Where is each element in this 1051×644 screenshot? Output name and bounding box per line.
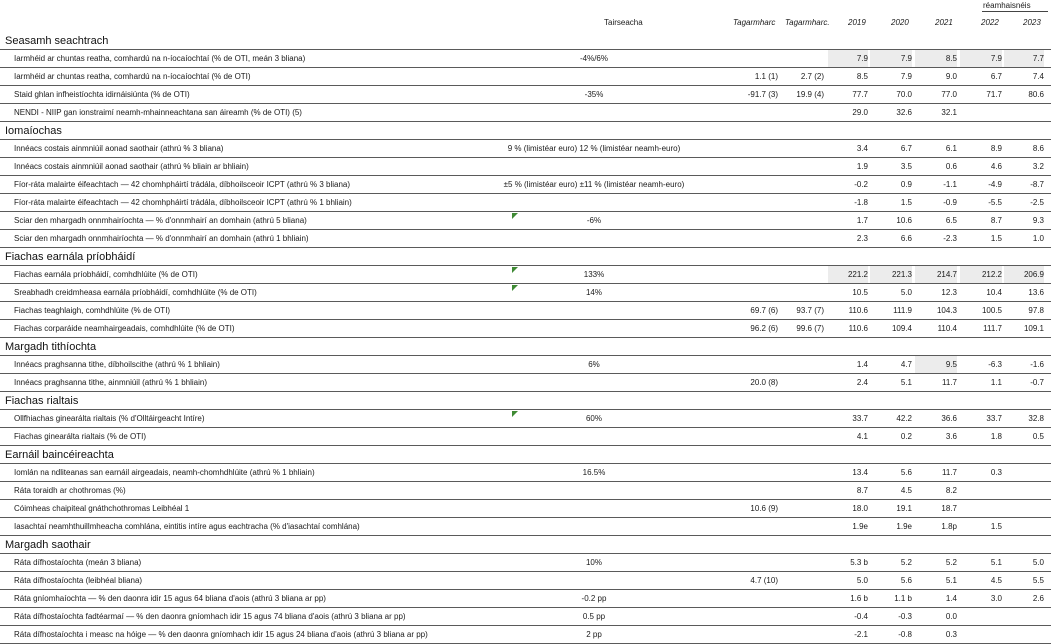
- year-value: 109.1: [1023, 324, 1044, 333]
- year-value: -2.3: [943, 234, 957, 243]
- year-value: 110.4: [937, 324, 957, 333]
- benchmark-value-2: [784, 572, 824, 589]
- table-row: [0, 320, 1051, 338]
- benchmark-value-1: [730, 176, 778, 193]
- year-value: 4.7: [900, 360, 912, 369]
- year-value: 6.7: [900, 144, 912, 153]
- forecast-label: réamhaisnéis: [983, 1, 1031, 10]
- benchmark-value-2: [784, 554, 824, 571]
- threshold-value: [494, 68, 694, 85]
- year-value: [1004, 608, 1044, 625]
- benchmark-value-1: [730, 356, 778, 373]
- benchmark-value-2: [784, 500, 824, 517]
- section-header: [0, 446, 1051, 464]
- benchmark-value-1: 96.2 (6): [750, 324, 778, 333]
- section-title: Margadh saothair: [5, 539, 91, 551]
- indicator-label: Iasachtaí neamhthuillmheacha comhlána, eintitis intíre agus eachtracha (% d'iasachtaí comhlána): [14, 522, 360, 531]
- year-value: 221.3: [870, 266, 912, 283]
- year-value: 5.6: [900, 468, 912, 477]
- year-value: 29.0: [852, 108, 868, 117]
- threshold-value: -35%: [584, 90, 604, 99]
- threshold-value: 6%: [588, 360, 600, 369]
- benchmark-value-1: [730, 608, 778, 625]
- year-value: 0.3: [945, 630, 957, 639]
- year-value: -6.3: [988, 360, 1002, 369]
- year-value: 7.7: [1004, 50, 1044, 67]
- year-value: 100.5: [981, 306, 1002, 315]
- year-value: -0.2: [854, 180, 868, 189]
- year-value: 6.5: [945, 216, 957, 225]
- threshold-value: [494, 482, 694, 499]
- threshold-value: [494, 158, 694, 175]
- year-value: [1004, 104, 1044, 121]
- indicator-label: Cóimheas chaipiteal gnáthchothromas Leibhéal 1: [14, 504, 190, 513]
- year-value: 0.5: [1032, 432, 1044, 441]
- year-value: -0.3: [898, 612, 912, 621]
- year-value: 1.5: [990, 522, 1002, 531]
- benchmark-header-1: Tagarmharc: [733, 18, 776, 27]
- indicator-label: Ráta dífhostaíochta i measc na hóige — % den daonra gníomhach idir 15 agus 24 bliana d'aois (athrú 3 bliana ar pp): [14, 630, 428, 639]
- year-value: 10.4: [986, 288, 1002, 297]
- table-row: [0, 482, 1051, 500]
- indicator-label: Ráta toraidh ar chothromas (%): [14, 486, 126, 495]
- year-value: 5.2: [945, 558, 957, 567]
- year-value: 1.5: [900, 198, 912, 207]
- year-value: 6.7: [990, 72, 1002, 81]
- year-value: 1.6 b: [850, 594, 868, 603]
- benchmark-value-2: [784, 158, 824, 175]
- section-header: [0, 122, 1051, 140]
- year-value: 12.3: [941, 288, 957, 297]
- year-value: 1.4: [945, 594, 957, 603]
- table-header: [0, 0, 1051, 32]
- benchmark-value-1: [730, 194, 778, 211]
- year-value: 36.6: [941, 414, 957, 423]
- threshold-value: [494, 428, 694, 445]
- table-row: [0, 356, 1051, 374]
- year-value: 6.6: [900, 234, 912, 243]
- year-value: 8.2: [945, 486, 957, 495]
- benchmark-value-1: [730, 518, 778, 535]
- section-title: Margadh tithíochta: [5, 341, 97, 353]
- year-value: 7.4: [1032, 72, 1044, 81]
- year-value: 97.8: [1028, 306, 1044, 315]
- year-value: 3.5: [900, 162, 912, 171]
- year-value: 8.9: [990, 144, 1002, 153]
- benchmark-value-1: [730, 266, 778, 283]
- threshold-value: 60%: [585, 414, 602, 423]
- indicator-label: Ráta dífhostaíochta (meán 3 bliana): [14, 558, 142, 567]
- indicator-label: Innéacs costais ainmniúil aonad saothair (athrú % bliain ar bhliain): [14, 162, 249, 171]
- table-row: [0, 284, 1051, 302]
- table-row: [0, 554, 1051, 572]
- year-value: -0.4: [854, 612, 868, 621]
- benchmark-header-2: Tagarmharc.: [785, 18, 830, 27]
- threshold-value: 2 pp: [586, 630, 602, 639]
- benchmark-value-1: [730, 50, 778, 67]
- year-value: 5.0: [856, 576, 868, 585]
- benchmark-value-2: [784, 428, 824, 445]
- table-row: [0, 518, 1051, 536]
- benchmark-value-2: 2.7 (2): [800, 72, 824, 81]
- indicator-label: NENDI - NIIP gan ionstraimí neamh-mhainneachtana san áireamh (% de OTI) (5): [14, 108, 302, 117]
- year-value: 1.9e: [896, 522, 912, 531]
- year-header: 2019: [848, 18, 866, 27]
- year-value: [1004, 626, 1044, 643]
- benchmark-value-2: [784, 590, 824, 607]
- year-value: 5.3 b: [850, 558, 868, 567]
- year-value: 32.8: [1028, 414, 1044, 423]
- year-value: 2.3: [856, 234, 868, 243]
- year-value: 3.0: [990, 594, 1002, 603]
- threshold-value: [494, 374, 694, 391]
- year-value: 7.9: [960, 50, 1002, 67]
- table-row: [0, 572, 1051, 590]
- year-header: 2020: [891, 18, 909, 27]
- year-value: -0.9: [943, 198, 957, 207]
- benchmark-value-2: [784, 176, 824, 193]
- benchmark-value-1: 10.6 (9): [750, 504, 778, 513]
- threshold-value: 14%: [585, 288, 602, 297]
- benchmark-value-1: [730, 158, 778, 175]
- section-title: Fiachas rialtais: [5, 395, 79, 407]
- year-value: 5.1: [900, 378, 912, 387]
- year-value: 1.9e: [852, 522, 868, 531]
- year-value: 71.7: [986, 90, 1002, 99]
- year-value: [960, 482, 1002, 499]
- benchmark-value-1: [730, 464, 778, 481]
- table-row: [0, 626, 1051, 644]
- section-header: [0, 338, 1051, 356]
- year-value: -0.8: [898, 630, 912, 639]
- year-value: 9.3: [1032, 216, 1044, 225]
- year-value: 110.6: [848, 324, 868, 333]
- year-value: 5.5: [1032, 576, 1044, 585]
- threshold-value: [494, 572, 694, 589]
- section-title: Iomaíochas: [5, 125, 62, 137]
- indicator-label: Staid ghlan infheistíochta idirnáisiúnta (% de OTI): [14, 90, 190, 99]
- year-value: [960, 500, 1002, 517]
- threshold-value: 133%: [583, 270, 605, 279]
- year-value: -1.6: [1030, 360, 1044, 369]
- threshold-value: -4%/6%: [579, 54, 608, 63]
- year-value: 4.6: [990, 162, 1002, 171]
- threshold-value: 10%: [585, 558, 602, 567]
- indicator-label: Innéacs praghsanna tithe, díbhoilscithe (athrú % 1 bhliain): [14, 360, 220, 369]
- year-value: 8.5: [915, 50, 957, 67]
- section-header: [0, 32, 1051, 50]
- benchmark-value-1: [730, 140, 778, 157]
- benchmark-value-2: [784, 374, 824, 391]
- table-row: [0, 194, 1051, 212]
- indicator-label: Sreabhadh creidmheasa earnála príobháidí, comhdhlúite (% de OTI): [14, 288, 257, 297]
- indicator-label: Iarmhéid ar chuntas reatha, comhardú na n-íocaíochtaí (% de OTI): [14, 72, 251, 81]
- year-value: 4.5: [990, 576, 1002, 585]
- table-row: [0, 428, 1051, 446]
- indicator-label: Fíor-ráta malairte éifeachtach — 42 chomhpháirtí trádála, díbhoilsceoir ICPT (athrú % 1 bhliain): [14, 198, 352, 207]
- indicator-label: Ráta gníomhaíochta — % den daonra idir 15 agus 64 bliana d'aois (athrú 3 bliana ar pp): [14, 594, 326, 603]
- benchmark-value-1: [730, 212, 778, 229]
- indicator-label: Sciar den mhargadh onnmhairíochta — % d'onnmhairí an domhain (athrú 5 bliana): [14, 216, 307, 225]
- benchmark-value-1: -91.7 (3): [747, 90, 778, 99]
- benchmark-value-2: [784, 140, 824, 157]
- table-row: [0, 140, 1051, 158]
- indicator-label: Fiachas earnála príobháidí, comhdhlúite (% de OTI): [14, 270, 198, 279]
- year-value: -2.1: [854, 630, 868, 639]
- year-value: 11.7: [942, 468, 957, 477]
- indicator-label: Innéacs costais ainmniúil aonad saothair (athrú % 3 bliana): [14, 144, 224, 153]
- year-value: 6.1: [945, 144, 957, 153]
- benchmark-value-2: [784, 104, 824, 121]
- year-value: 10.5: [852, 288, 868, 297]
- year-value: 1.1 b: [894, 594, 912, 603]
- benchmark-value-2: [784, 230, 824, 247]
- year-value: 206.9: [1004, 266, 1044, 283]
- benchmark-value-1: [730, 554, 778, 571]
- year-value: [1004, 464, 1044, 481]
- benchmark-value-2: 19.9 (4): [796, 90, 824, 99]
- year-value: 10.6: [896, 216, 912, 225]
- benchmark-value-2: [784, 410, 824, 427]
- benchmark-value-1: [730, 428, 778, 445]
- indicator-label: Fiachas ginearálta rialtais (% de OTI): [14, 432, 147, 441]
- threshold-header: Tairseacha: [604, 18, 643, 27]
- benchmark-value-1: [730, 284, 778, 301]
- year-value: 0.3: [990, 468, 1002, 477]
- year-header: 2023: [1023, 18, 1041, 27]
- benchmark-value-2: [784, 266, 824, 283]
- year-value: 4.5: [900, 486, 912, 495]
- table-row: [0, 266, 1051, 284]
- year-value: 33.7: [986, 414, 1002, 423]
- year-value: 77.7: [852, 90, 868, 99]
- year-value: 4.1: [856, 432, 868, 441]
- benchmark-value-2: [784, 482, 824, 499]
- indicator-label: Ráta dífhostaíochta fadtéarmaí — % den daonra gníomhach idir 15 agus 74 bliana d'aois (athrú 3 bliana ar pp): [14, 612, 406, 621]
- year-value: [960, 626, 1002, 643]
- year-value: -8.7: [1030, 180, 1044, 189]
- year-value: 32.6: [896, 108, 912, 117]
- table-row: [0, 302, 1051, 320]
- threshold-value: 16.5%: [582, 468, 606, 477]
- indicator-label: Fiachas corparáide neamhairgeadais, comhdhlúite (% de OTI): [14, 324, 235, 333]
- year-value: -2.5: [1030, 198, 1044, 207]
- table-row: [0, 50, 1051, 68]
- forecast-underline: [982, 11, 1048, 12]
- year-value: 5.6: [900, 576, 912, 585]
- year-value: -1.8: [854, 198, 868, 207]
- indicator-label: Sciar den mhargadh onnmhairíochta — % d'onnmhairí an domhain (athrú 1 bhliain): [14, 234, 309, 243]
- table-row: [0, 176, 1051, 194]
- table-row: [0, 68, 1051, 86]
- benchmark-value-2: [784, 464, 824, 481]
- year-value: [960, 608, 1002, 625]
- section-title: Fiachas earnála príobháidí: [5, 251, 136, 263]
- benchmark-value-2: [784, 608, 824, 625]
- table-row: [0, 230, 1051, 248]
- year-value: [1004, 482, 1044, 499]
- year-value: 3.4: [856, 144, 868, 153]
- year-value: 5.1: [945, 576, 957, 585]
- threshold-value: [494, 194, 694, 211]
- benchmark-value-1: [730, 590, 778, 607]
- year-value: 8.7: [856, 486, 868, 495]
- indicator-label: Fíor-ráta malairte éifeachtach — 42 chomhpháirtí trádála, díbhoilsceoir ICPT (athrú % 3 bliana): [14, 180, 351, 189]
- table-row: [0, 212, 1051, 230]
- section-title: Seasamh seachtrach: [5, 35, 109, 47]
- threshold-value: 0.5 pp: [582, 612, 606, 621]
- year-value: 13.6: [1028, 288, 1044, 297]
- benchmark-value-2: [784, 194, 824, 211]
- section-header: [0, 536, 1051, 554]
- year-value: 5.1: [990, 558, 1002, 567]
- section-header: [0, 248, 1051, 266]
- year-value: [1004, 518, 1044, 535]
- year-value: 32.1: [941, 108, 957, 117]
- year-value: 1.7: [856, 216, 868, 225]
- year-value: 3.2: [1032, 162, 1044, 171]
- benchmark-value-2: [784, 356, 824, 373]
- year-value: 214.7: [915, 266, 957, 283]
- year-value: 1.9: [856, 162, 868, 171]
- threshold-value: 9 % (limistéar euro) 12 % (limistéar neamh-euro): [507, 144, 681, 153]
- year-value: [1004, 500, 1044, 517]
- threshold-value: [494, 500, 694, 517]
- year-header: 2022: [981, 18, 999, 27]
- year-value: 212.2: [960, 266, 1002, 283]
- year-value: 7.9: [828, 50, 868, 67]
- year-value: -1.1: [943, 180, 957, 189]
- year-value: 1.8: [990, 432, 1002, 441]
- benchmark-value-2: [784, 50, 824, 67]
- year-value: 77.0: [941, 90, 957, 99]
- indicator-label: Ráta dífhostaíochta (leibhéal bliana): [14, 576, 143, 585]
- year-value: 8.6: [1032, 144, 1044, 153]
- year-value: -5.5: [988, 198, 1002, 207]
- indicator-label: Iarmhéid ar chuntas reatha, comhardú na n-íocaíochtaí (% de OTI, meán 3 bliana): [14, 54, 306, 63]
- threshold-value: -0.2 pp: [581, 594, 607, 603]
- indicator-label: Innéacs praghsanna tithe, ainmniúil (athrú % 1 bhliain): [14, 378, 208, 387]
- year-value: -4.9: [988, 180, 1002, 189]
- year-value: 109.4: [891, 324, 912, 333]
- threshold-value: [494, 230, 694, 247]
- table-row: [0, 500, 1051, 518]
- benchmark-value-2: [784, 212, 824, 229]
- indicator-label: Iomlán na ndliteanas san earnáil airgeadais, neamh-chomhdhlúite (athrú % 1 bhliain): [14, 468, 315, 477]
- benchmark-value-1: 20.0 (8): [750, 378, 778, 387]
- benchmark-value-1: [730, 482, 778, 499]
- year-value: 11.7: [942, 378, 957, 387]
- benchmark-value-2: [784, 518, 824, 535]
- threshold-value: [494, 104, 694, 121]
- table-row: [0, 86, 1051, 104]
- benchmark-value-1: [730, 626, 778, 643]
- year-value: 5.0: [1032, 558, 1044, 567]
- year-value: 111.7: [983, 324, 1002, 333]
- table-row: [0, 464, 1051, 482]
- year-value: 8.7: [990, 216, 1002, 225]
- year-value: 1.8p: [941, 522, 957, 531]
- year-value: 18.7: [941, 504, 957, 513]
- threshold-value: [494, 302, 694, 319]
- year-value: 33.7: [852, 414, 868, 423]
- threshold-value: -6%: [586, 216, 602, 225]
- year-value: 2.4: [856, 378, 868, 387]
- threshold-value: [494, 518, 694, 535]
- year-header: 2021: [935, 18, 953, 27]
- year-value: 80.6: [1028, 90, 1044, 99]
- year-value: 0.6: [945, 162, 957, 171]
- year-value: 7.9: [900, 72, 912, 81]
- year-value: 221.2: [828, 266, 868, 283]
- year-value: 1.0: [1032, 234, 1044, 243]
- year-value: 8.5: [856, 72, 868, 81]
- year-value: 1.5: [990, 234, 1002, 243]
- year-value: [960, 104, 1002, 121]
- year-value: 18.0: [852, 504, 868, 513]
- year-value: 3.6: [945, 432, 957, 441]
- year-value: 2.6: [1032, 594, 1044, 603]
- benchmark-value-1: [730, 410, 778, 427]
- benchmark-value-2: 99.6 (7): [796, 324, 824, 333]
- table-row: [0, 410, 1051, 428]
- section-title: Earnáil baincéireachta: [5, 449, 114, 461]
- table-row: [0, 158, 1051, 176]
- table-row: [0, 590, 1051, 608]
- year-value: 110.6: [848, 306, 868, 315]
- year-value: 0.0: [945, 612, 957, 621]
- indicator-label: Ollfhiachas ginearálta rialtais (% d'Olltáirgeacht Intíre): [14, 414, 205, 423]
- year-value: 1.1: [990, 378, 1002, 387]
- year-value: 0.2: [900, 432, 912, 441]
- table-row: [0, 104, 1051, 122]
- benchmark-value-1: 69.7 (6): [750, 306, 778, 315]
- year-value: 1.4: [856, 360, 868, 369]
- year-value: 70.0: [896, 90, 912, 99]
- year-value: 0.9: [900, 180, 912, 189]
- year-value: 9.5: [915, 356, 957, 373]
- table-row: [0, 374, 1051, 392]
- threshold-value: [494, 320, 694, 337]
- year-value: -0.7: [1030, 378, 1044, 387]
- year-value: 19.1: [896, 504, 912, 513]
- table-row: [0, 608, 1051, 626]
- benchmark-value-2: [784, 284, 824, 301]
- year-value: 13.4: [852, 468, 868, 477]
- threshold-value: ±5 % (limistéar euro) ±11 % (limistéar neamh-euro): [503, 180, 685, 189]
- benchmark-value-1: [730, 230, 778, 247]
- benchmark-value-2: 93.7 (7): [796, 306, 824, 315]
- year-value: 5.2: [900, 558, 912, 567]
- section-header: [0, 392, 1051, 410]
- year-value: 7.9: [870, 50, 912, 67]
- benchmark-value-2: [784, 626, 824, 643]
- benchmark-value-1: 1.1 (1): [754, 72, 778, 81]
- scoreboard-table: [0, 32, 1051, 644]
- year-value: 5.0: [900, 288, 912, 297]
- benchmark-value-1: 4.7 (10): [750, 576, 778, 585]
- year-value: 42.2: [896, 414, 912, 423]
- year-value: 9.0: [945, 72, 957, 81]
- year-value: 111.9: [893, 306, 912, 315]
- indicator-label: Fiachas teaghlaigh, comhdhlúite (% de OTI): [14, 306, 171, 315]
- benchmark-value-1: [730, 104, 778, 121]
- year-value: 104.3: [936, 306, 957, 315]
